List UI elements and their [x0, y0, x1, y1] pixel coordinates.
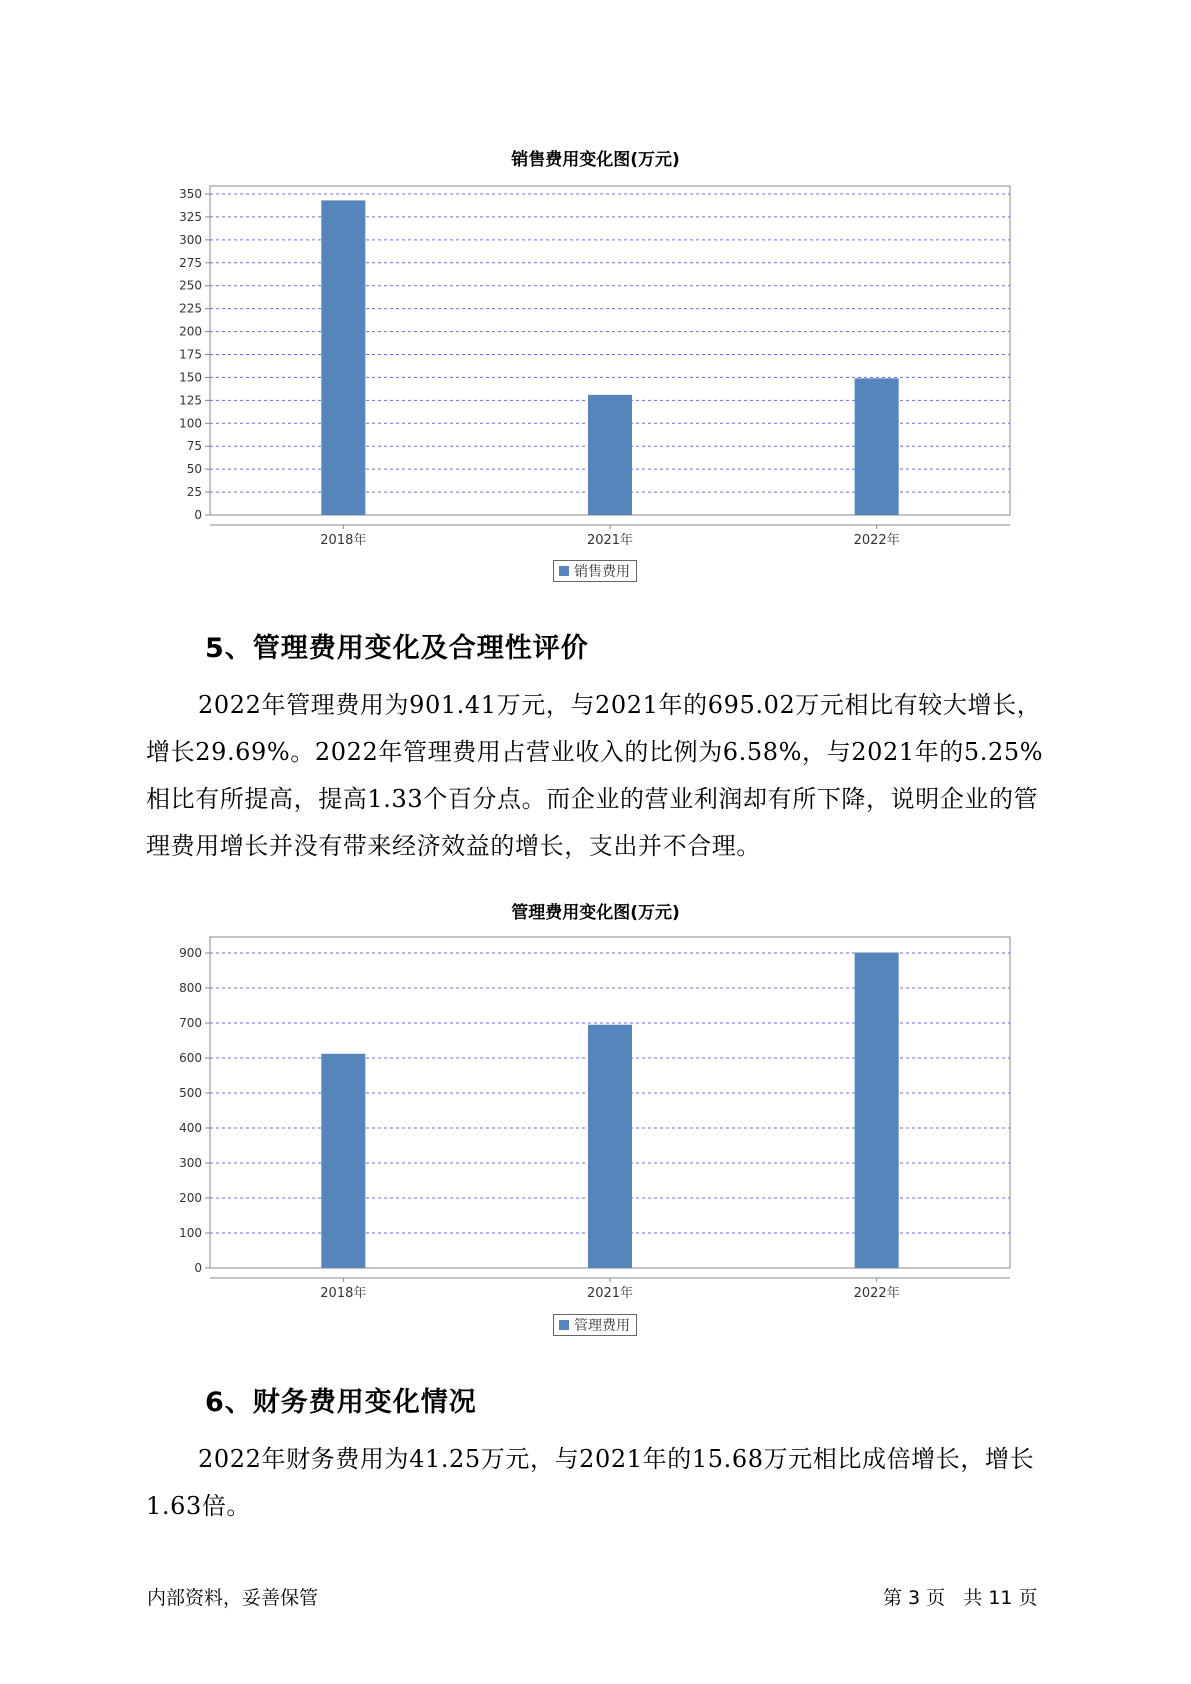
y-tick-label: 175 — [179, 347, 202, 362]
y-tick-label: 900 — [179, 946, 202, 960]
y-tick-label: 225 — [179, 301, 202, 316]
x-tick-label: 2021年 — [586, 1286, 634, 1301]
management-chart-legend — [553, 1314, 637, 1336]
bar — [588, 1025, 632, 1268]
x-tick-label: 2018年 — [320, 533, 367, 548]
y-tick-label: 325 — [179, 209, 202, 224]
y-tick-label: 800 — [179, 981, 202, 995]
y-tick-label: 275 — [179, 255, 202, 270]
y-tick-label: 600 — [179, 1051, 202, 1065]
bar — [855, 953, 899, 1268]
y-tick-label: 100 — [179, 416, 202, 431]
legend-label: 销售费用 — [574, 564, 630, 580]
y-tick-label: 125 — [179, 393, 202, 408]
legend-swatch — [559, 1320, 569, 1330]
section-6-paragraph — [146, 1436, 1051, 1530]
x-tick-label: 2018年 — [320, 1286, 367, 1301]
y-tick-label: 350 — [179, 187, 202, 201]
y-tick-label: 300 — [179, 232, 202, 247]
y-tick-label: 400 — [179, 1121, 202, 1135]
y-tick-label: 700 — [179, 1016, 202, 1030]
section-5-text: 2022年管理费用为901.41万元，与2021年的695.02万元相比有较大增长，增长29.69%。2022年管理费用占营业收入的比例为6.58%，与2021年的5.25%相比有所提高，提高1.33个百分点。而企业的营业利润却有所下降，说明企业的管理费用增长并没有带来经济效益的增长，支出并不合理。 — [146, 691, 1044, 860]
y-tick-label: 50 — [186, 462, 202, 477]
management-chart-title: 管理费用变化图(万元) — [511, 903, 680, 923]
x-tick-label: 2022年 — [853, 533, 900, 548]
y-tick-label: 0 — [194, 508, 202, 522]
y-tick-label: 150 — [179, 370, 202, 385]
section-5-heading: 5、管理费用变化及合理性评价 — [205, 633, 589, 664]
y-tick-label: 100 — [179, 1226, 202, 1240]
y-tick-label: 25 — [186, 485, 202, 500]
y-tick-label: 500 — [179, 1086, 202, 1100]
footer-page-number: 第 3 页 共 11 页 — [883, 1587, 1038, 1609]
y-tick-label: 0 — [194, 1261, 202, 1275]
legend-label: 管理费用 — [574, 1318, 630, 1334]
x-tick-label: 2021年 — [586, 533, 634, 548]
footer-left: 内部资料，妥善保管 — [147, 1587, 319, 1609]
y-tick-label: 200 — [179, 324, 202, 339]
section-6-heading: 6、财务费用变化情况 — [205, 1387, 477, 1418]
y-tick-label: 200 — [179, 1191, 202, 1205]
y-tick-label: 250 — [179, 278, 202, 293]
section-6-text: 2022年财务费用为41.25万元，与2021年的15.68万元相比成倍增长，增长1.63倍。 — [146, 1445, 1035, 1520]
x-tick-label: 2022年 — [853, 1286, 900, 1301]
y-tick-label: 300 — [179, 1156, 202, 1170]
y-tick-label: 75 — [186, 439, 202, 454]
sales-chart-title: 销售费用变化图(万元) — [511, 150, 680, 170]
bar — [321, 1054, 365, 1268]
